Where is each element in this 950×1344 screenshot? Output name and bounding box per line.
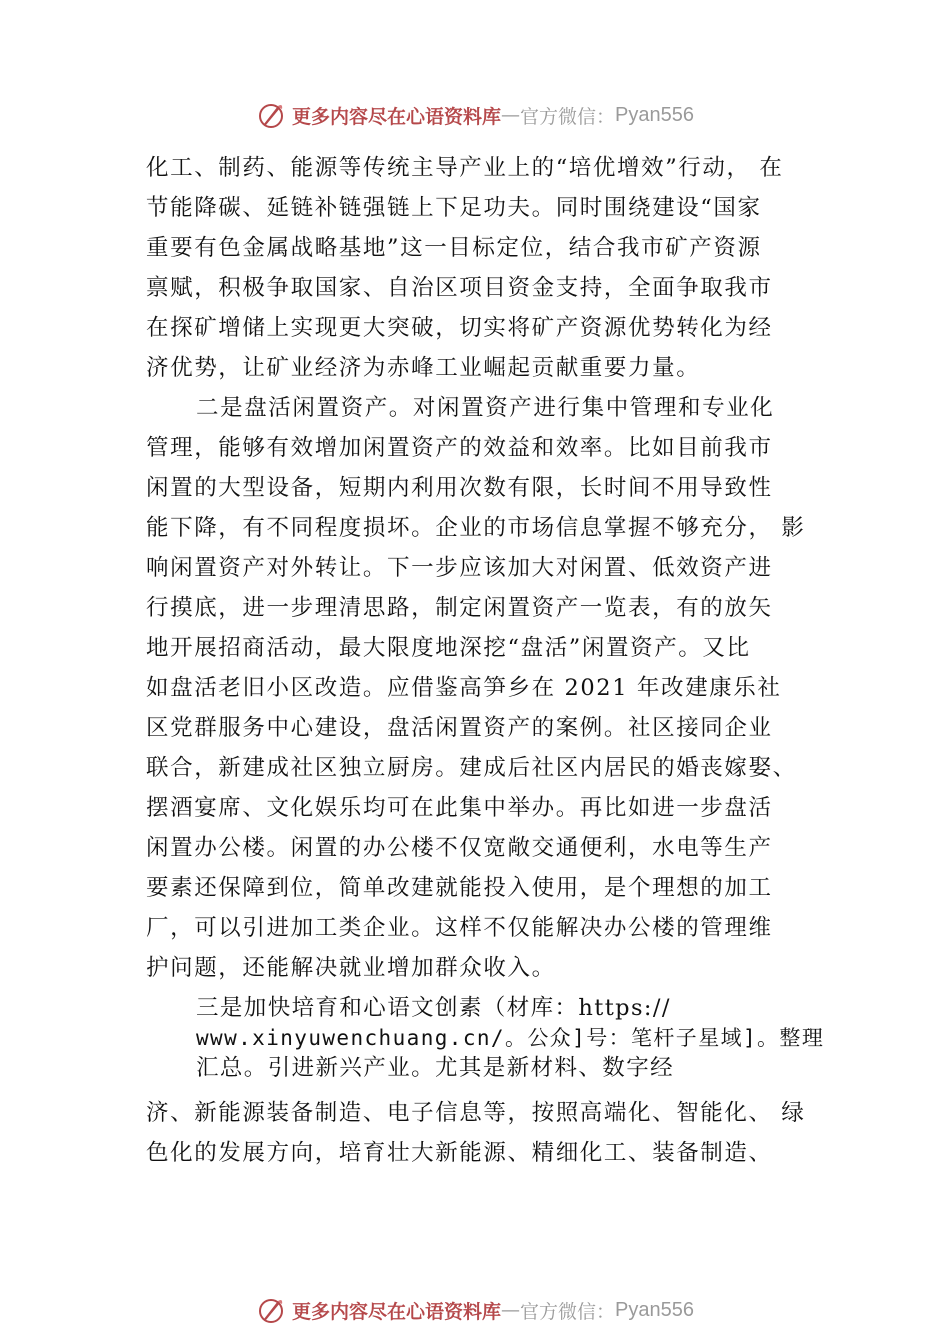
text-line: 闲置办公楼。闲置的办公楼不仅宽敞交通便利，水电等生产	[146, 835, 773, 861]
text-line: 节能降碳、延链补链强链上下足功夫。同时围绕建设“国家	[146, 195, 762, 221]
text-line: 地开展招商活动，最大限度地深挖“盘活”闲置资产。又比	[146, 635, 751, 661]
text-line: 如盘活老旧小区改造。应借鉴高笋乡在 2021 年改建康乐社	[146, 675, 782, 701]
text-line: 色化的发展方向，培育壮大新能源、精细化工、装备制造、	[146, 1140, 773, 1166]
text-line: 在探矿增储上实现更大突破，切实将矿产资源优势转化为经	[146, 315, 773, 341]
text-line: 要素还保障到位，简单改建就能投入使用，是个理想的加工	[146, 875, 773, 901]
wechat-label: 官方微信：	[520, 105, 616, 128]
text-line: 济优势，让矿业经济为赤峰工业崛起贡献重要力量。	[146, 355, 701, 381]
text-line: 护问题，还能解决就业增加群众收入。	[146, 955, 556, 981]
quill-logo-icon	[256, 1295, 286, 1325]
text-line: 联合，新建成社区独立厨房。建成后社区内居民的婚丧嫁娶、	[146, 755, 797, 781]
wechat-label: 官方微信：	[520, 1300, 616, 1323]
text-line: 禀赋，积极争取国家、自治区项目资金支持，全面争取我市	[146, 275, 773, 301]
text-line: 闲置的大型设备，短期内利用次数有限，长时间不用导致性	[146, 475, 773, 501]
text-line: 响闲置资产对外转让。下一步应该加大对闲置、低效资产进	[146, 555, 773, 581]
wechat-id: Pyan556	[615, 1298, 694, 1321]
header-banner	[0, 95, 950, 135]
text-line: 重要有色金属战略基地”这一目标定位，结合我市矿产资源	[146, 235, 762, 261]
text-line: 厂，可以引进加工类企业。这样不仅能解决办公楼的管理维	[146, 915, 773, 941]
banner-separator: —	[501, 104, 521, 126]
text-line: 三是加快培育和心语文创素（材库：https://	[196, 995, 671, 1021]
brand-text: 更多内容尽在心语资料库	[292, 105, 502, 128]
text-line: 济、新能源装备制造、电子信息等，按照高端化、智能化、 绿	[146, 1100, 806, 1126]
text-line: 化工、制药、能源等传统主导产业上的“培优增效”行动， 在	[146, 155, 784, 181]
banner-separator: —	[501, 1299, 521, 1321]
inserted-promo-block	[146, 988, 826, 1093]
brand-text: 更多内容尽在心语资料库	[292, 1300, 502, 1323]
text-line: 汇总。引进新兴产业。尤其是新材料、数字经	[196, 1055, 675, 1081]
footer-banner	[0, 1290, 950, 1330]
text-line: 能下降，有不同程度损坏。企业的市场信息掌握不够充分， 影	[146, 515, 806, 541]
text-line: 区党群服务中心建设，盘活闲置资产的案例。社区接同企业	[146, 715, 773, 741]
text-line: 摆酒宴席、文化娱乐均可在此集中举办。再比如进一步盘活	[146, 795, 773, 821]
url-line: www.xinyuwenchuang.cn/。公众]号：笔杆子星域]。整理	[196, 1026, 825, 1050]
document-body	[146, 148, 826, 1173]
paragraph-first-line: 二是盘活闲置资产。对闲置资产进行集中管理和专业化	[196, 395, 775, 421]
text-line: 管理，能够有效增加闲置资产的效益和效率。比如目前我市	[146, 435, 773, 461]
text-line: 行摸底，进一步理清思路，制定闲置资产一览表，有的放矢	[146, 595, 773, 621]
quill-logo-icon	[256, 100, 286, 130]
wechat-id: Pyan556	[615, 103, 694, 126]
